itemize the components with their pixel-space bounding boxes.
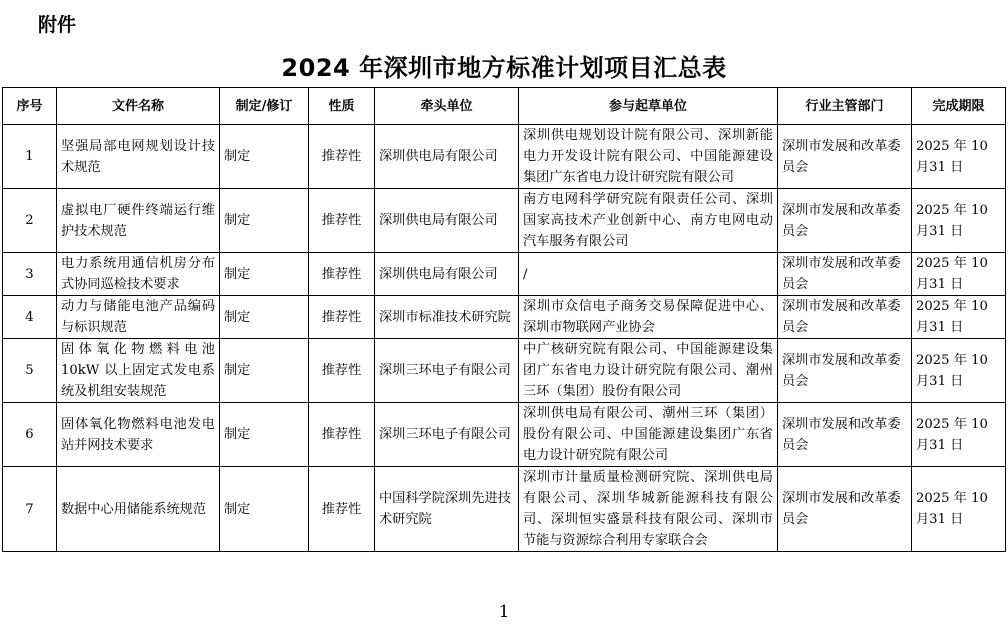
cell-lead: 深圳供电局有限公司 (375, 189, 519, 253)
cell-lead: 深圳供电局有限公司 (375, 125, 519, 189)
cell-deadline: 2025 年 10 月31 日 (912, 467, 1006, 552)
cell-type: 制定 (220, 253, 309, 296)
cell-name: 数据中心用储能系统规范 (57, 467, 220, 552)
cell-participants: 深圳供电局有限公司、潮州三环（集团）股份有限公司、中国能源建设集团广东省电力设计研究院有限公司 (519, 403, 778, 467)
header-dept: 行业主管部门 (778, 88, 912, 125)
cell-deadline: 2025 年 10 月31 日 (912, 253, 1006, 296)
header-deadline: 完成期限 (912, 88, 1006, 125)
cell-deadline: 2025 年 10 月31 日 (912, 125, 1006, 189)
cell-lead: 深圳供电局有限公司 (375, 253, 519, 296)
cell-nature: 推荐性 (309, 467, 375, 552)
cell-deadline: 2025 年 10 月31 日 (912, 339, 1006, 403)
cell-name: 电力系统用通信机房分布式协同巡检技术要求 (57, 253, 220, 296)
cell-dept: 深圳市发展和改革委员会 (778, 467, 912, 552)
cell-dept: 深圳市发展和改革委员会 (778, 253, 912, 296)
cell-name: 虚拟电厂硬件终端运行维护技术规范 (57, 189, 220, 253)
cell-participants: / (519, 253, 778, 296)
cell-lead: 深圳市标准技术研究院 (375, 296, 519, 339)
header-lead: 牵头单位 (375, 88, 519, 125)
cell-deadline: 2025 年 10 月31 日 (912, 403, 1006, 467)
cell-lead: 深圳三环电子有限公司 (375, 339, 519, 403)
table-row (3, 253, 1006, 296)
table-row (3, 339, 1006, 403)
cell-type: 制定 (220, 467, 309, 552)
plan-table (2, 87, 1006, 552)
cell-participants: 深圳市众信电子商务交易保障促进中心、深圳市物联网产业协会 (519, 296, 778, 339)
page-title: 2024 年深圳市地方标准计划项目汇总表 (281, 54, 727, 82)
table-row (3, 189, 1006, 253)
cell-no: 1 (3, 125, 57, 189)
cell-nature: 推荐性 (309, 189, 375, 253)
cell-dept: 深圳市发展和改革委员会 (778, 403, 912, 467)
header-type: 制定/修订 (220, 88, 309, 125)
cell-type: 制定 (220, 296, 309, 339)
header-name: 文件名称 (57, 88, 220, 125)
cell-participants: 南方电网科学研究院有限责任公司、深圳国家高技术产业创新中心、南方电网电动汽车服务有限公司 (519, 189, 778, 253)
cell-dept: 深圳市发展和改革委员会 (778, 189, 912, 253)
header-participants: 参与起草单位 (519, 88, 778, 125)
cell-dept: 深圳市发展和改革委员会 (778, 339, 912, 403)
cell-type: 制定 (220, 125, 309, 189)
cell-participants: 深圳市计量质量检测研究院、深圳供电局有限公司、深圳华城新能源科技有限公司、深圳恒实盛景科技有限公司、深圳市节能与资源综合利用专家联合会 (519, 467, 778, 552)
cell-nature: 推荐性 (309, 253, 375, 296)
cell-name: 固体氧化物燃料电池发电站并网技术要求 (57, 403, 220, 467)
cell-nature: 推荐性 (309, 339, 375, 403)
table-row (3, 296, 1006, 339)
cell-dept: 深圳市发展和改革委员会 (778, 125, 912, 189)
cell-name: 坚强局部电网规划设计技术规范 (57, 125, 220, 189)
cell-no: 3 (3, 253, 57, 296)
table-header-row (3, 88, 1006, 125)
cell-type: 制定 (220, 339, 309, 403)
attachment-label: 附件 (38, 14, 77, 36)
table-row (3, 125, 1006, 189)
cell-no: 5 (3, 339, 57, 403)
cell-participants: 深圳供电规划设计院有限公司、深圳新能电力开发设计院有限公司、中国能源建设集团广东省电力设计研究院有限公司 (519, 125, 778, 189)
cell-deadline: 2025 年 10 月31 日 (912, 189, 1006, 253)
cell-deadline: 2025 年 10 月31 日 (912, 296, 1006, 339)
cell-nature: 推荐性 (309, 296, 375, 339)
cell-type: 制定 (220, 189, 309, 253)
cell-name: 固体氧化物燃料电池10kW 以上固定式发电系统及机组安装规范 (57, 339, 220, 403)
cell-lead: 中国科学院深圳先进技术研究院 (375, 467, 519, 552)
cell-no: 6 (3, 403, 57, 467)
cell-type: 制定 (220, 403, 309, 467)
cell-name: 动力与储能电池产品编码与标识规范 (57, 296, 220, 339)
cell-nature: 推荐性 (309, 403, 375, 467)
cell-no: 2 (3, 189, 57, 253)
header-no: 序号 (3, 88, 57, 125)
table-row (3, 403, 1006, 467)
table-row (3, 467, 1006, 552)
cell-lead: 深圳三环电子有限公司 (375, 403, 519, 467)
cell-participants: 中广核研究院有限公司、中国能源建设集团广东省电力设计研究院有限公司、潮州三环（集团）股份有限公司 (519, 339, 778, 403)
cell-nature: 推荐性 (309, 125, 375, 189)
cell-no: 7 (3, 467, 57, 552)
page-number: 1 (498, 602, 510, 622)
header-nature: 性质 (309, 88, 375, 125)
cell-no: 4 (3, 296, 57, 339)
cell-dept: 深圳市发展和改革委员会 (778, 296, 912, 339)
